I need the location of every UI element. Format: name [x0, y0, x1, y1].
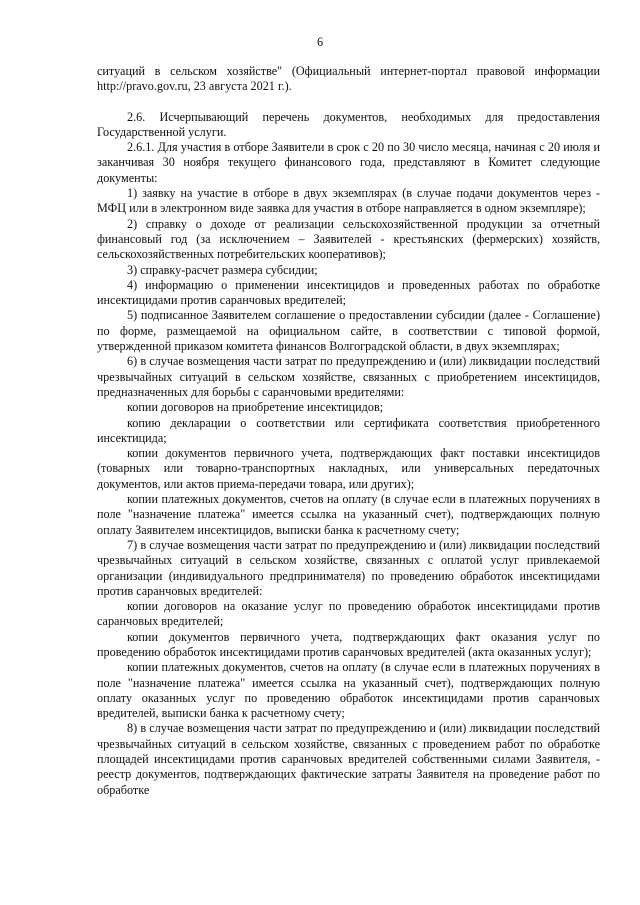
page-number: 6	[316, 35, 324, 49]
document-body	[97, 64, 600, 798]
paragraph: 6) в случае возмещения части затрат по предупреждению и (или) ликвидации последствий чрезвычайных ситуаций в сельском хозяйстве, связанных с приобретением инсектицидов, предназначенных для борьбы с саранчовыми вредителями:	[97, 354, 600, 399]
paragraph: 2.6. Исчерпывающий перечень документов, необходимых для предоставления Государственной услуги.	[97, 109, 600, 139]
paragraph: 4) информацию о применении инсектицидов и проведенных работах по обработке инсектицидами против саранчовых вредителей;	[97, 277, 600, 308]
paragraph: копии платежных документов, счетов на оплату (в случае если в платежных поручениях в поле "назначение платежа" имеется ссылка на указанный счет), подтверждающих полную оплату Заявителем инсектицидов, выписки банка к расчетному счету;	[97, 492, 600, 537]
paragraph: копии договоров на оказание услуг по проведению обработок инсектицидами против саранчовых вредителей;	[97, 599, 600, 629]
paragraph: копии платежных документов, счетов на оплату (в случае если в платежных поручениях в поле "назначение платежа" имеется ссылка на указанный счет), подтверждающих полную оплату оказанных услуг по проведению обработок инсектицидами против саранчовых вредителей, выписки банка к расчетному счету;	[97, 660, 600, 721]
paragraph: копии договоров на приобретение инсектицидов;	[127, 400, 384, 415]
paragraph: 7) в случае возмещения части затрат по предупреждению и (или) ликвидации последствий чрезвычайных ситуаций в сельском хозяйстве, связанных с оплатой услуг привлекаемой организации (индивидуального предпринимателя) по проведению обработок инсектицидами против саранчовых вредителей:	[97, 537, 600, 598]
paragraph: копию декларации о соответствии или сертификата соответствия приобретенного инсектицида;	[97, 415, 600, 445]
paragraph: 2) справку о доходе от реализации сельскохозяйственной продукции за отчетный финансовый год (за исключением – Заявителей - крестьянских (фермерских) хозяйств, сельскохозяйственных потребительских кооперативов);	[97, 216, 600, 262]
paragraph: 1) заявку на участие в отборе в двух экземплярах (в случае подачи документов через - МФЦ или в электронном виде заявка для участия в отборе направляется в одном экземпляре);	[97, 186, 600, 216]
paragraph: 8) в случае возмещения части затрат по предупреждению и (или) ликвидации последствий чрезвычайных ситуаций в сельском хозяйстве, связанных с проведением работ по обработке площадей инсектицидами против саранчовых вредителей собственными силами Заявителя, - реестр документов, подтверждающих фактические затраты Заявителя на проведение работ по обработке	[97, 721, 600, 797]
paragraph: ситуаций в сельском хозяйстве" (Официальный интернет-портал правовой информации http://pravo.gov.ru, 23 августа 2021 г.).	[97, 64, 600, 94]
paragraph: 5) подписанное Заявителем соглашение о предоставлении субсидии (далее - Соглашение) по форме, размещаемой на официальном сайте, в соответствии с типовой формой, утвержденной приказом комитета финансов Волгоградской области, в двух экземплярах;	[97, 308, 600, 354]
paragraph: копии документов первичного учета, подтверждающих факт поставки инсектицидов (товарных или товарно-транспортных накладных, или универсальных передаточных документов, или актов приема-передачи товара, или других);	[97, 446, 600, 491]
paragraph: 3) справку-расчет размера субсидии;	[127, 262, 318, 277]
paragraph: копии документов первичного учета, подтверждающих факт оказания услуг по проведению обработок инсектицидами против саранчовых вредителей (акта оказанных услуг);	[97, 629, 600, 659]
paragraph: 2.6.1. Для участия в отборе Заявители в срок с 20 по 30 число месяца, начиная с 20 июля и заканчивая 30 ноября текущего финансового года, представляют в Комитет следующие документы:	[97, 140, 600, 185]
